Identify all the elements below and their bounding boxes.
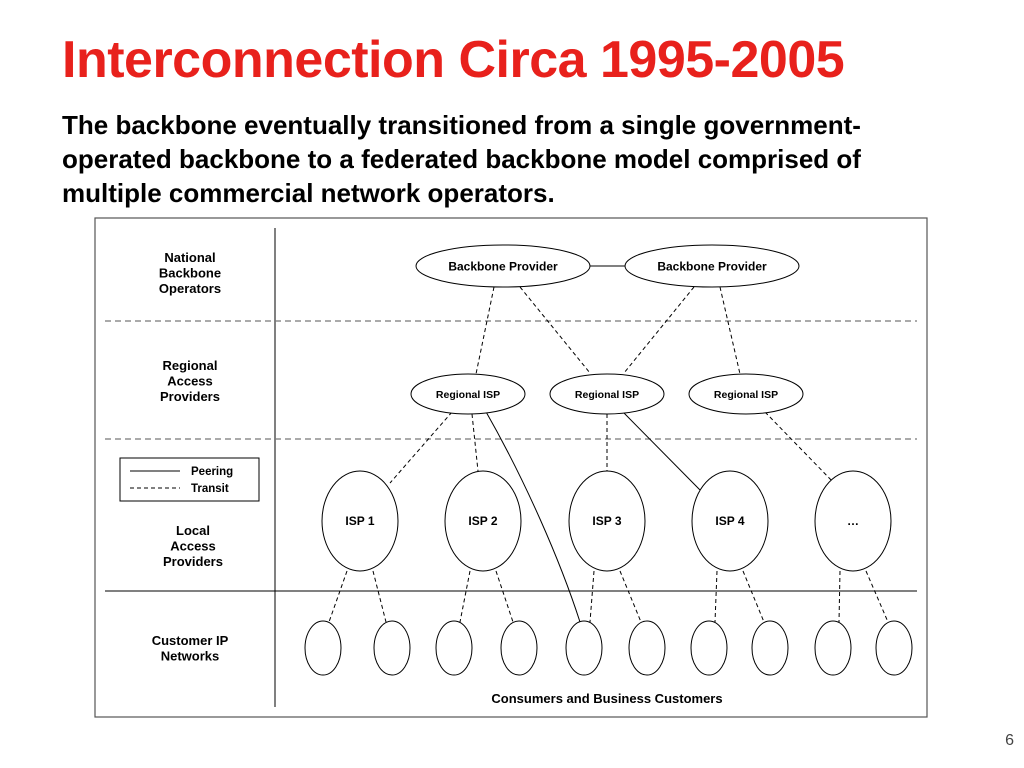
slide-subtitle: The backbone eventually transitioned from a single government-operated backbone to a federated backbone model comprised of multiple commercial network operators. (62, 110, 861, 208)
customer-network-node (691, 621, 727, 675)
tier-label-4: Customer IP Networks (151, 633, 229, 664)
customer-network-node (374, 621, 410, 675)
link-transit-reg1-isp1 (390, 412, 452, 483)
tier-label-1: National Backbone Operators (158, 250, 222, 296)
link-transit-isp2-cust-b (496, 571, 513, 622)
regional-isp-label: Regional ISP (435, 389, 501, 401)
local-isp-label: … (847, 514, 859, 528)
local-isp-node (445, 471, 521, 571)
regional-isp-node (689, 374, 803, 414)
local-isp-node (815, 471, 891, 571)
legend-box (120, 458, 259, 501)
backbone-provider-node (625, 245, 799, 287)
regional-isp-label: Regional ISP (713, 389, 779, 401)
link-transit-isp3-cust-b (620, 571, 641, 622)
customer-network-node (305, 621, 341, 675)
customer-network-node (815, 621, 851, 675)
link-transit-isp5-cust-b (866, 571, 888, 622)
local-isp-node (569, 471, 645, 571)
link-transit-bb1-reg2 (520, 287, 590, 373)
link-transit-bb2-reg2 (624, 287, 694, 373)
legend-transit-label: Transit (191, 483, 229, 495)
customer-network-node (752, 621, 788, 675)
link-transit-reg3-isp5 (765, 412, 835, 484)
customer-network-node (876, 621, 912, 675)
regional-isp-node (550, 374, 664, 414)
legend-peering-label: Peering (191, 466, 234, 478)
backbone-provider-label: Backbone Provider (448, 259, 558, 274)
customer-network-node (501, 621, 537, 675)
customer-network-node (629, 621, 665, 675)
regional-isp-node (411, 374, 525, 414)
local-isp-label: ISP 3 (592, 514, 622, 528)
local-isp-label: ISP 1 (345, 514, 375, 528)
link-transit-isp4-cust-a (715, 571, 717, 622)
local-isp-label: ISP 2 (468, 514, 498, 528)
local-isp-node (322, 471, 398, 571)
link-transit-bb1-reg1 (476, 287, 494, 374)
link-transit-isp1-cust-a (329, 571, 347, 622)
page-number: 6 (1005, 732, 1014, 749)
link-transit-isp3-cust-a (590, 571, 594, 622)
backbone-provider-node (416, 245, 590, 287)
local-isp-label: ISP 4 (715, 514, 745, 528)
link-transit-isp4-cust-b (743, 571, 764, 622)
backbone-provider-label: Backbone Provider (657, 259, 767, 274)
link-transit-reg1-isp2 (472, 414, 478, 471)
customer-network-node (566, 621, 602, 675)
tier-label-2: Regional Access Providers (160, 358, 220, 404)
link-transit-bb2-reg3 (720, 287, 740, 374)
regional-isp-label: Regional ISP (574, 389, 640, 401)
tier-label-3: Local Access Providers (163, 523, 223, 569)
slide-title: Interconnection Circa 1995-2005 (62, 31, 845, 89)
link-transit-isp1-cust-b (373, 571, 386, 622)
link-transit-isp2-cust-a (460, 571, 470, 622)
legend (120, 458, 259, 501)
customers-label: Consumers and Business Customers (491, 691, 723, 706)
link-peering-reg2-isp4 (623, 412, 700, 490)
link-transit-isp5-cust-a (839, 571, 840, 622)
local-isp-node (692, 471, 768, 571)
customer-network-node (436, 621, 472, 675)
